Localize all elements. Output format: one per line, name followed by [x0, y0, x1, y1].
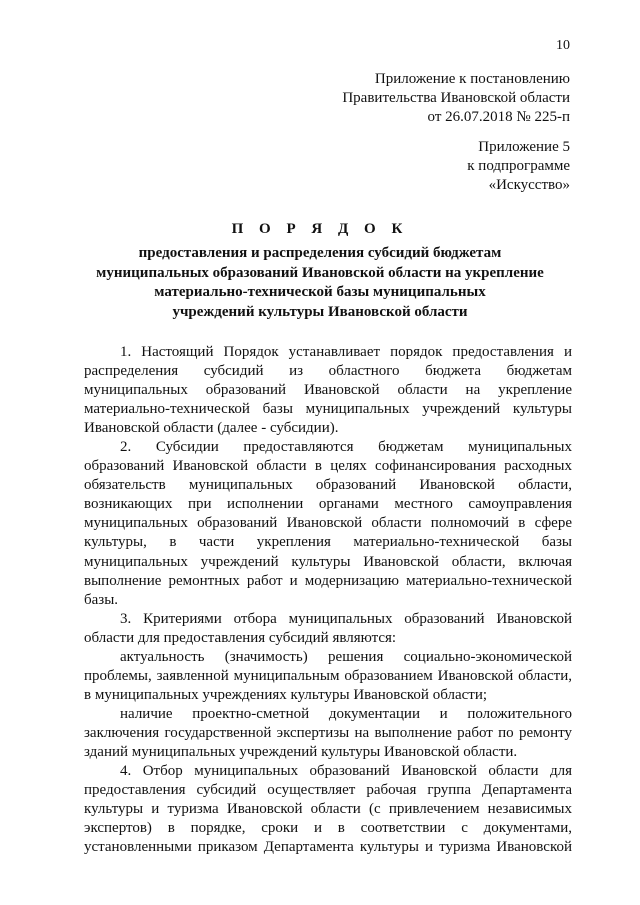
- body-line: обязательств муниципальных образований Ивановской области,: [84, 477, 572, 494]
- subtitle-line: материально-технической базы муниципальных: [154, 284, 486, 300]
- body-line: области для предоставления субсидий являются:: [84, 629, 397, 646]
- body-line: 1. Настоящий Порядок устанавливает порядок предоставления и: [120, 344, 572, 360]
- body-line: заключения государственной экспертизы на выполнение работ по ремонту: [84, 724, 572, 741]
- annex-block: [467, 138, 570, 195]
- body-line: материально-технической базы муниципальных учреждений культуры: [84, 401, 572, 418]
- body-line: 2. Субсидии предоставляются бюджетам муниципальных: [120, 439, 572, 456]
- body-line: проблемы, заявленной муниципальным образованием Ивановской области,: [84, 667, 572, 684]
- page-number: 10: [556, 38, 570, 53]
- body-line: в муниципальных учреждениях культуры Ивановской области;: [84, 686, 488, 703]
- body-line: базы.: [84, 591, 119, 608]
- body-line: экспертов) в порядке, сроки и в соответствии с документами,: [84, 820, 572, 837]
- body-line: актуальность (значимость) решения социально-экономической: [120, 648, 572, 665]
- body-line: Ивановской области (далее - субсидии).: [84, 420, 339, 437]
- document-body: [84, 343, 572, 857]
- annex-line: «Искусство»: [488, 177, 570, 193]
- annex-line: к подпрограмме: [467, 158, 570, 174]
- approval-block: [342, 70, 570, 127]
- body-line: муниципальных образований Ивановской области на укрепление: [84, 382, 572, 399]
- body-line: выполнение ремонтных работ и модернизацию материально-технической: [84, 572, 572, 589]
- body-line: установленными приказом Департамента культуры и туризма Ивановской: [84, 839, 572, 856]
- approval-line: от 26.07.2018 № 225-п: [427, 109, 570, 125]
- body-line: культуры, в части укрепления материально-технической базы: [84, 534, 572, 551]
- subtitle-line: учреждений культуры Ивановской области: [172, 303, 468, 320]
- body-line: образований Ивановской области в целях софинансирования расходных: [84, 458, 572, 475]
- approval-line: Приложение к постановлению: [374, 71, 570, 87]
- body-line: возникающих при исполнении органами местного самоуправления: [84, 496, 572, 513]
- subtitle-line: муниципальных образований Ивановской области на укрепление: [96, 264, 544, 281]
- body-line: культуры и туризма Ивановской области (с привлечением независимых: [84, 801, 572, 818]
- body-line: распределения субсидий из областного бюджета бюджетам: [84, 363, 572, 380]
- body-line: 4. Отбор муниципальных образований Ивановской области для: [120, 763, 572, 780]
- body-line: 3. Критериями отбора муниципальных образований Ивановской: [120, 610, 572, 627]
- body-line: наличие проектно-сметной документации и положительного: [120, 705, 572, 722]
- document-subtitle: [60, 244, 580, 322]
- annex-line: Приложение 5: [478, 139, 570, 155]
- approval-line: Правительства Ивановской области: [342, 90, 570, 106]
- body-line: муниципальных учреждений культуры Ивановской области, включая: [84, 553, 572, 570]
- body-line: муниципальных образований Ивановской области полномочий в сфере: [84, 515, 572, 532]
- body-line: зданий муниципальных учреждений культуры Ивановской области.: [84, 743, 518, 760]
- subtitle-line: предоставления и распределения субсидий бюджетам: [138, 245, 502, 261]
- body-line: предоставления субсидий осуществляет рабочая группа Департамента: [84, 782, 572, 799]
- document-title: П О Р Я Д О К: [231, 221, 409, 237]
